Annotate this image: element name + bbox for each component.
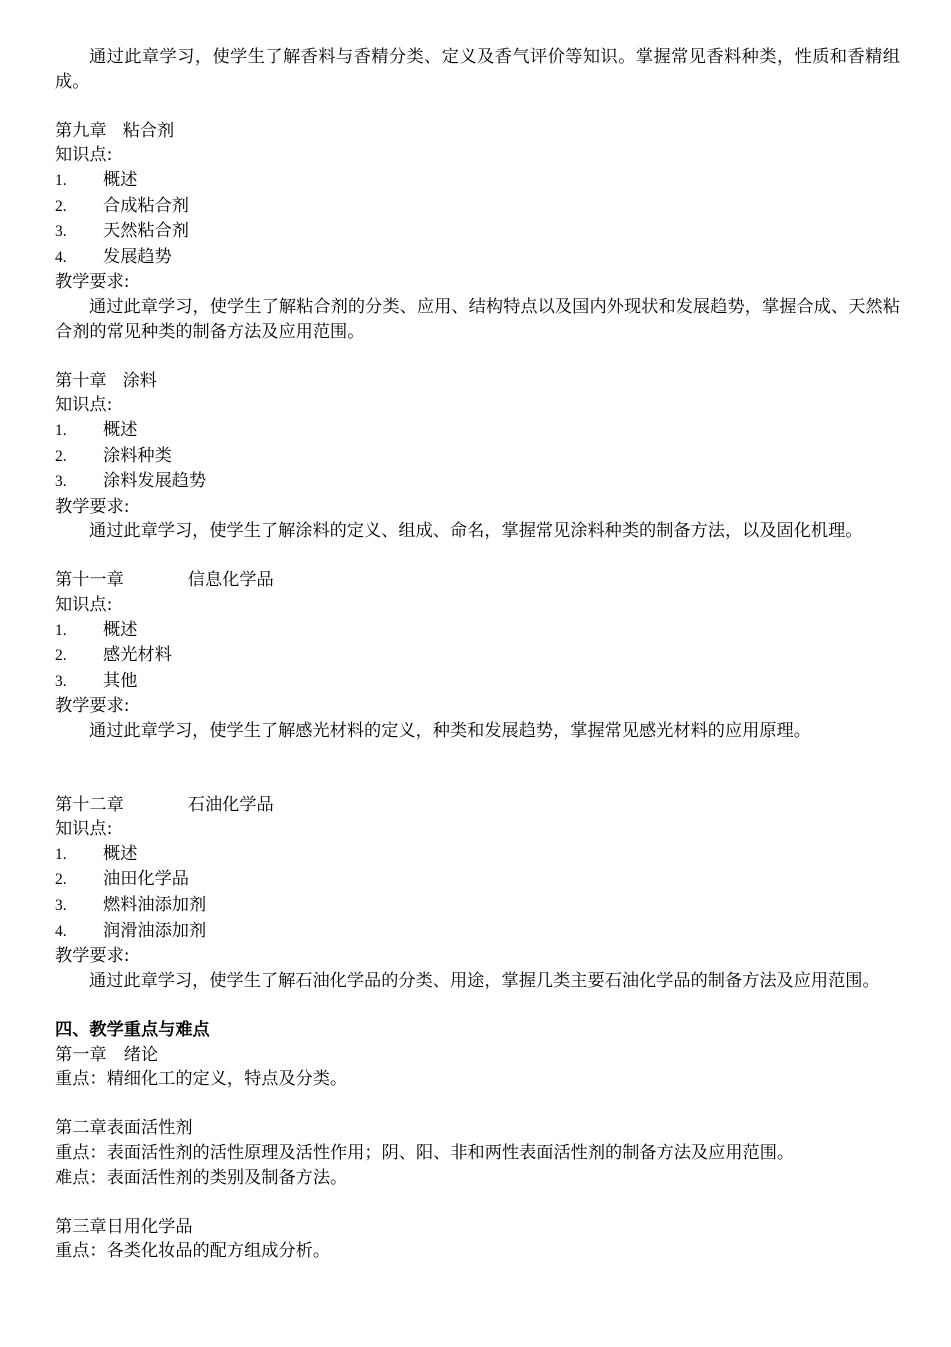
list-item: 1. 概述 <box>55 843 138 864</box>
chapter-11-number: 第十一章 <box>55 570 124 591</box>
section-4-chapter-2-title: 第二章表面活性剂 <box>55 1118 193 1139</box>
list-item: 3. 天然粘合剂 <box>55 221 189 242</box>
chapter-9-title <box>55 119 900 144</box>
list-item: 3. 涂料发展趋势 <box>55 471 207 492</box>
document-page <box>55 45 900 1264</box>
chapter-12-number: 第十二章 <box>55 794 124 815</box>
list-item: 2. 涂料种类 <box>55 445 172 466</box>
chapter-12-title <box>55 793 900 818</box>
chapter-10-points-label: 知识点: <box>55 395 113 416</box>
chapter-11-title <box>55 568 900 593</box>
chapter-9-requirements-label: 教学要求: <box>55 272 130 293</box>
chapter-11-requirements-label: 教学要求: <box>55 696 130 717</box>
chapter-9-requirements: 通过此章学习，使学生了解粘合剂的分类、应用、结构特点以及国内外现状和发展趋势，掌握合成、天然粘合剂的常见种类的制备方法及应用范围。 <box>55 296 900 342</box>
list-item: 4. 发展趋势 <box>55 246 172 267</box>
list-item: 2. 合成粘合剂 <box>55 195 189 216</box>
section-4-chapter-1-key: 重点：精细化工的定义，特点及分类。 <box>55 1069 348 1090</box>
chapter-10-requirements-label: 教学要求: <box>55 496 130 517</box>
chapter-9-name: 粘合剂 <box>122 120 175 141</box>
chapter-11-points-label: 知识点: <box>55 595 113 616</box>
list-item: 1. 概述 <box>55 419 138 440</box>
list-item: 1. 概述 <box>55 619 138 640</box>
list-item: 1. 概述 <box>55 169 138 190</box>
chapter-10-number: 第十章 <box>55 370 107 391</box>
chapter-10-name: 涂料 <box>122 370 157 391</box>
section-4-heading: 四、教学重点与难点 <box>55 1019 210 1040</box>
section-4-chapter-2-key: 重点：表面活性剂的活性原理及活性作用；阴、阳、非和两性表面活性剂的制备方法及应用范围。 <box>55 1142 795 1163</box>
chapter-11-requirements: 通过此章学习，使学生了解感光材料的定义，种类和发展趋势，掌握常见感光材料的应用原理。 <box>89 721 811 742</box>
chapter-9-number: 第九章 <box>55 120 107 141</box>
chapter-12-requirements-label: 教学要求: <box>55 946 130 967</box>
section-4-chapter-1-title: 第一章 绪论 <box>55 1044 159 1065</box>
chapter-10-requirements: 通过此章学习，使学生了解涂料的定义、组成、命名，掌握常见涂料种类的制备方法，以及固化机理。 <box>89 521 863 542</box>
chapter-10-title <box>55 369 900 394</box>
list-item: 2. 油田化学品 <box>55 869 189 890</box>
chapter-12-requirements: 通过此章学习，使学生了解石油化学品的分类、用途，掌握几类主要石油化学品的制备方法及应用范围。 <box>89 970 880 991</box>
list-item: 3. 燃料油添加剂 <box>55 895 207 915</box>
list-item: 2. 感光材料 <box>55 645 172 666</box>
list-item: 3. 其他 <box>55 670 138 691</box>
list-item: 4. 润滑油添加剂 <box>55 920 207 941</box>
chapter-12-points-label: 知识点: <box>55 819 113 840</box>
chapter-12-name: 石油化学品 <box>187 794 274 815</box>
section-4-chapter-2-difficulty: 难点：表面活性剂的类别及制备方法。 <box>55 1167 348 1188</box>
section-4-chapter-3-title: 第三章日用化学品 <box>55 1216 193 1237</box>
section-4-chapter-3-key: 重点：各类化妆品的配方组成分析。 <box>55 1241 331 1262</box>
intro-paragraph: 通过此章学习，使学生了解香料与香精分类、定义及香气评价等知识。掌握常见香料种类，性质和香精组成。 <box>55 47 900 92</box>
chapter-11-name: 信息化学品 <box>187 570 274 591</box>
chapter-9-points-label: 知识点: <box>55 145 113 166</box>
spacer <box>55 94 900 119</box>
